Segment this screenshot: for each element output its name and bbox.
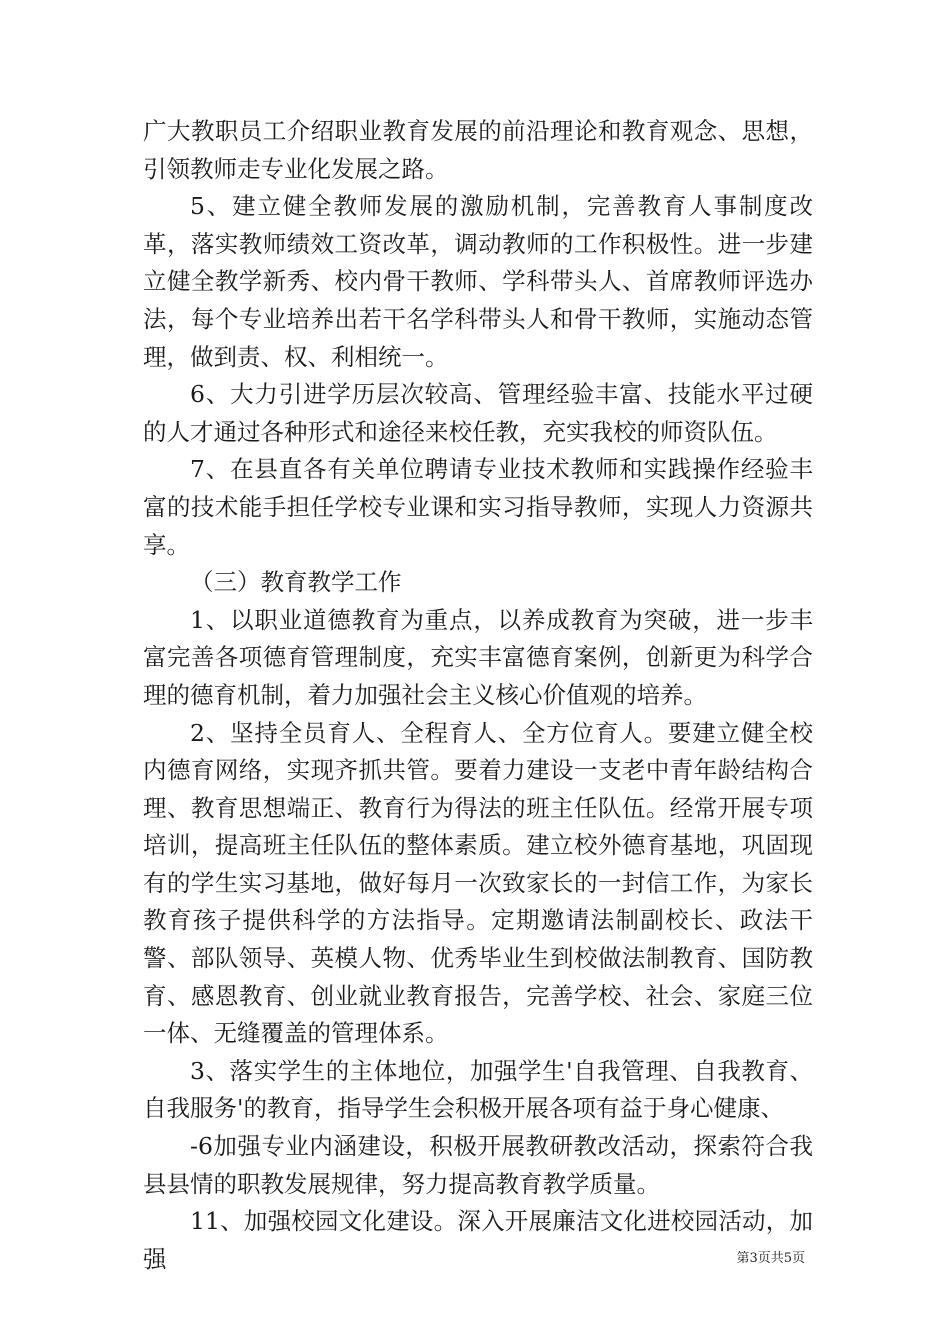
section-heading: （三）教育教学工作 xyxy=(190,568,402,597)
page-number: 第3页共5页 xyxy=(736,1251,805,1266)
document-body xyxy=(143,113,813,1278)
paragraph-item-3: 3、落实学生的主体地位，加强学生'自我管理、自我教育、自我服务'的教育，指导学生会积极开展各项有益于身心健康、 xyxy=(143,1056,813,1123)
paragraph-item-11: 11、加强校园文化建设。深入开展廉洁文化进校园活动，加强 xyxy=(143,1207,813,1273)
paragraph-item-7: 7、在县直各有关单位聘请专业技术教师和实践操作经验丰富的技术能手担任学校专业课和实习指导教师，实现人力资源共享。 xyxy=(143,455,813,559)
paragraph-item-5: 5、建立健全教师发展的激励机制，完善教育人事制度改革，落实教师绩效工资改革，调动教师的工作积极性。进一步建立健全教学新秀、校内骨干教师、学科带头人、首席教师评选办法，每个专业培养出若干名学科带头人和骨干教师，实施动态管理，做到责、权、利相统一。 xyxy=(143,192,813,371)
paragraph-item-2: 2、坚持全员育人、全程育人、全方位育人。要建立健全校内德育网络，实现齐抓共管。要着力建设一支老中青年龄结构合理、教育思想端正、教育行为得法的班主任队伍。经常开展专项培训，提高班主任队伍的整体素质。建立校外德育基地，巩固现有的学生实习基地，做好每月一次致家长的一封信工作，为家长教育孩子提供科学的方法指导。定期邀请法制副校长、政法干警、部队领导、英模人物、优秀毕业生到校做法制教育、国防教育、感恩教育、创业就业教育报告，完善学校、社会、家庭三位一体、无缝覆盖的管理体系。 xyxy=(143,718,813,1048)
paragraph-item-6-fragment: -6加强专业内涵建设，积极开展教研教改活动，探索符合我县县情的职教发展规律，努力提高教育教学质量。 xyxy=(143,1132,813,1198)
paragraph-item-1: 1、以职业道德教育为重点，以养成教育为突破，进一步丰富完善各项德育管理制度，充实丰富德育案例，创新更为科学合理的德育机制，着力加强社会主义核心价值观的培养。 xyxy=(143,605,813,709)
paragraph-continuation: 广大教职员工介绍职业教育发展的前沿理论和教育观念、思想，引领教师走专业化发展之路。 xyxy=(143,117,813,183)
paragraph-item-6: 6、大力引进学历层次较高、管理经验丰富、技能水平过硬的人才通过各种形式和途径来校任教，充实我校的师资队伍。 xyxy=(143,380,813,446)
